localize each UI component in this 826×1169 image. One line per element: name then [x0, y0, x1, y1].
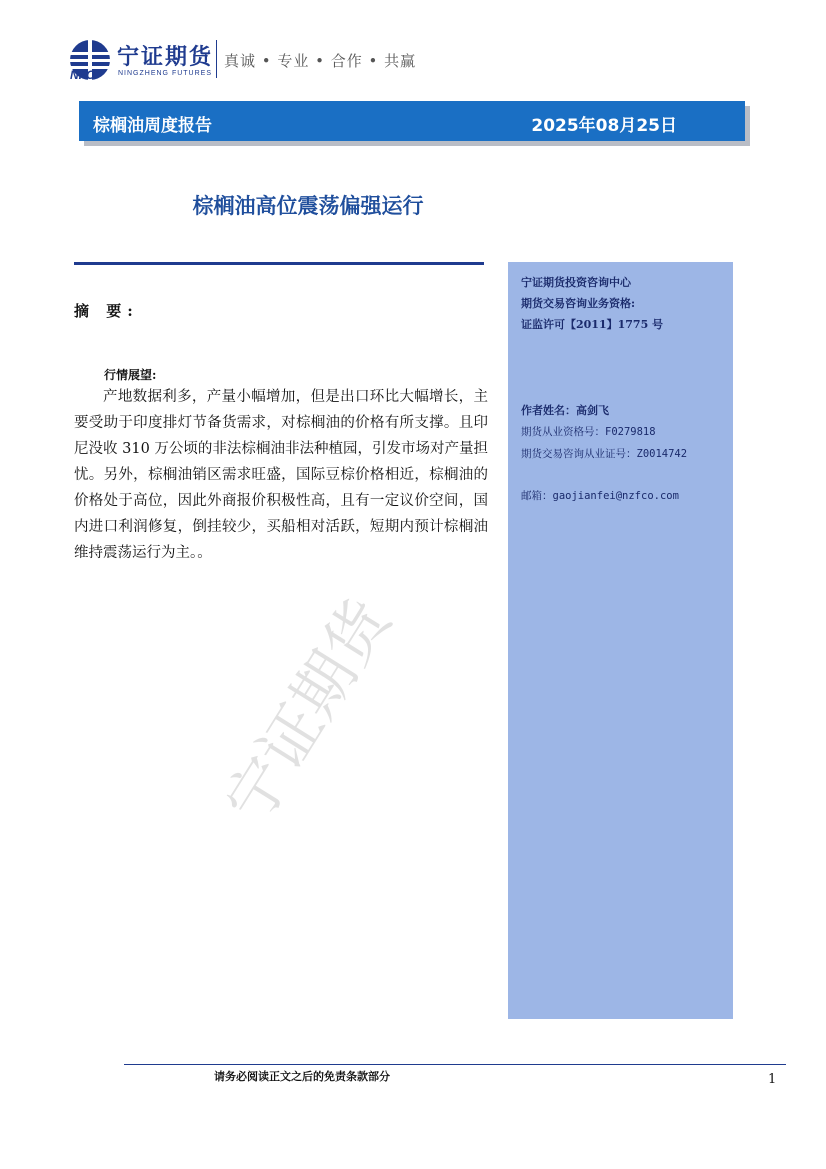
- sidebar-license-1: 期货从业资格号：F0279818: [521, 426, 656, 438]
- outlook-body: 产地数据利多，产量小幅增加，但是出口环比大幅增长，主要受助于印度排灯节备货需求，对棕榈油的价格有所支撑。且印尼没收 310 万公顷的非法棕榈油非法种植园，引发市场对产量担忧。另外，棕榈油销区需求旺盛，国际豆棕价格相近，棕榈油的价格处于高位，因此外商报价积极性高，且有一定议价空间，国内进口利润修复，倒挂较少，买船相对活跃，短期内预计棕榈油维持震荡运行为主。。: [74, 389, 488, 561]
- logo-text-en: NINGZHENG FUTURES: [118, 70, 212, 77]
- banner-date: 2025年08月25日: [531, 116, 677, 136]
- sidebar-org-line3: 证监许可【2011】1775 号: [521, 318, 664, 331]
- report-title: 棕榈油高位震荡偏强运行: [192, 194, 424, 218]
- logo-text-nfc: NFC: [70, 68, 95, 82]
- sidebar-org-line2: 期货交易咨询业务资格:: [521, 297, 636, 310]
- report-banner: [79, 101, 745, 141]
- sidebar-author: 作者姓名：高剑飞: [521, 404, 609, 417]
- footer-disclaimer: 请务必阅读正文之后的免责条款部分: [214, 1070, 390, 1083]
- outlook-label: 行情展望:: [104, 368, 157, 382]
- banner-title: 棕榈油周度报告: [93, 116, 212, 136]
- logo-divider: [216, 40, 217, 78]
- title-divider: [74, 262, 484, 265]
- company-slogan: 真诚 • 专业 • 合作 • 共赢: [224, 52, 417, 70]
- sidebar-org-line1: 宁证期货投资咨询中心: [521, 276, 631, 289]
- logo-text-cn: 宁证期货: [117, 45, 214, 70]
- sidebar-license-2: 期货交易咨询从业证号：Z0014742: [521, 448, 688, 460]
- info-sidebar: [508, 262, 733, 1019]
- page-number: 1: [768, 1072, 777, 1087]
- sidebar-email: 邮箱：gaojianfei@nzfco.com: [521, 490, 679, 502]
- sidebar-org: [521, 272, 663, 335]
- footer-divider: [124, 1064, 786, 1065]
- watermark: 宁证期货: [211, 586, 405, 836]
- abstract-label: 摘 要:: [74, 302, 139, 320]
